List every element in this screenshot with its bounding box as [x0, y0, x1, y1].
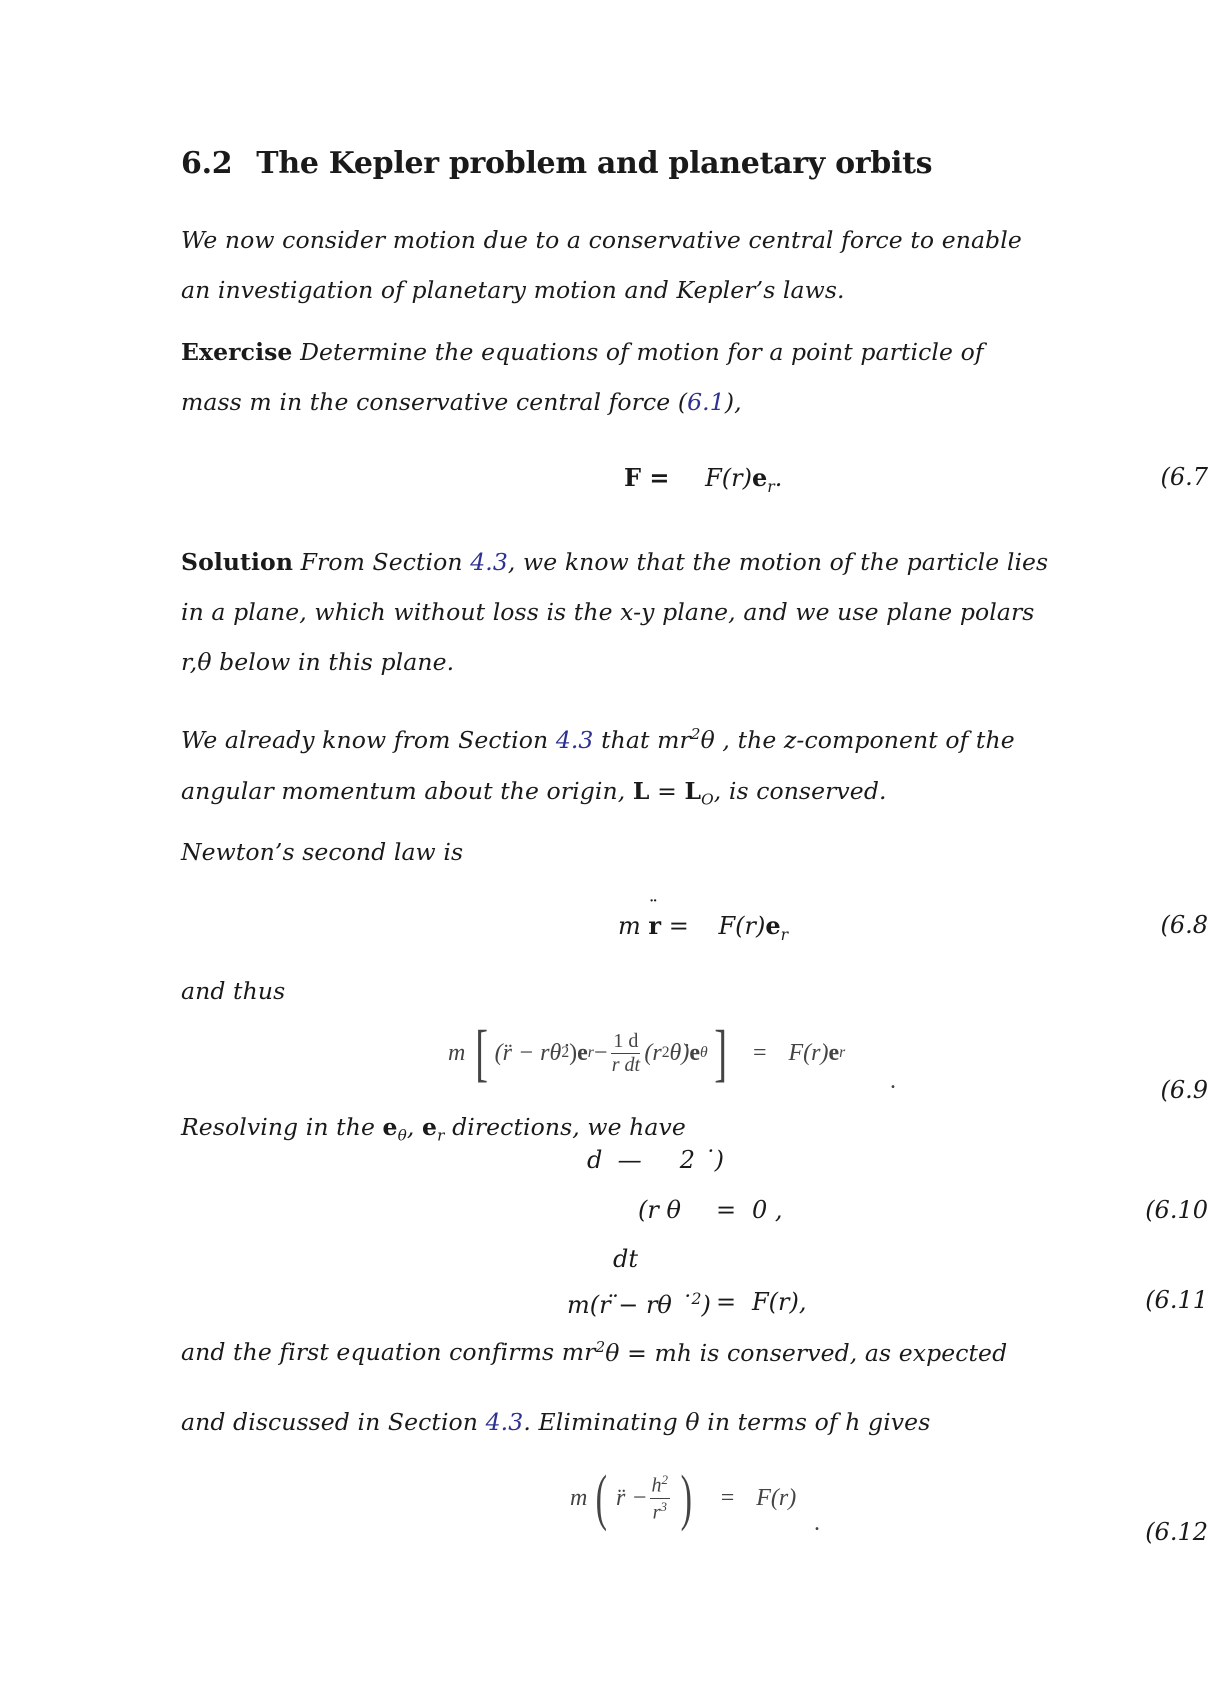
section-ref-4-3-link-1[interactable]: 4.3	[470, 548, 508, 576]
exercise-line-1	[181, 338, 984, 366]
eq-6-9-e-r: e	[577, 1039, 588, 1066]
solution-label: Solution	[181, 548, 294, 576]
eq-6-12-frac-den: $r^3$	[652, 1498, 667, 1524]
resolving-e-r: e	[422, 1113, 438, 1141]
equation-6-7	[624, 463, 782, 496]
resolving-e-theta-sub: θ	[397, 1126, 407, 1145]
exercise-line2-text: mass m in the conservative central force (	[181, 388, 688, 416]
angular-line-1	[181, 725, 1015, 754]
resolving-comma: ,	[406, 1113, 423, 1141]
eq-6-7-sub: r	[767, 477, 775, 496]
eq-6-9-frac-num: 1 d	[613, 1029, 639, 1052]
eq-6-11-lhs-text: m(r ̈− rθ ˙	[567, 1291, 692, 1319]
eq-6-9-term1: (r̈ − rθ̇	[494, 1039, 562, 1066]
resolving-pre: Resolving in the	[181, 1113, 383, 1141]
exercise-line-2	[181, 388, 742, 416]
eq-6-9-left-bracket: [	[475, 1017, 489, 1088]
section-number: 6.2	[181, 146, 233, 181]
solution-line1-tail: , we know that the motion of the particle lies	[507, 548, 1049, 576]
eq-6-12-left-paren: (	[595, 1464, 608, 1532]
exercise-label: Exercise	[181, 338, 293, 366]
section-heading	[181, 146, 932, 181]
equation-number-6-10: (6.10	[1145, 1196, 1208, 1224]
eq-6-12-dot: .	[814, 1510, 820, 1536]
eq-6-11-lhs	[567, 1290, 711, 1319]
angular-line2-tail: , is conserved.	[713, 777, 887, 805]
angular-line-2	[181, 777, 887, 809]
angular-L: L	[632, 777, 650, 805]
angular-line1-mid: that mr	[593, 725, 691, 754]
eq-6-8-m: m	[618, 912, 641, 940]
equation-number-6-12: (6.12	[1145, 1518, 1208, 1546]
eq-6-9-e-r-sub: r	[587, 1044, 594, 1061]
eq-6-9-rhs-sub: r	[839, 1044, 846, 1061]
eq-6-11-close: )	[701, 1291, 711, 1319]
confirm-line2-text: and discussed in Section	[181, 1408, 486, 1436]
eq-6-9-right-bracket: ]	[713, 1017, 727, 1088]
eq-6-9-rhs-vec: e	[828, 1039, 840, 1066]
eq-6-8-equals: =	[661, 912, 689, 940]
eq-6-7-period: .	[774, 464, 783, 492]
eq-6-9-term2: (r	[644, 1039, 662, 1066]
eq-6-12-fraction	[650, 1472, 671, 1524]
resolving-text	[181, 1113, 686, 1145]
solution-line-3: r,θ below in this plane.	[181, 648, 455, 676]
confirm-line1-rest	[595, 1338, 1021, 1367]
eq-6-9-equals: =	[752, 1039, 767, 1066]
and-thus-text: and thus	[181, 977, 286, 1005]
angular-sup: 2	[690, 725, 701, 743]
eq-6-9-m: m	[448, 1039, 466, 1066]
eq-6-10-top: d — 2 ˙)	[587, 1146, 725, 1174]
eq-ref-6-1-link[interactable]: 6.1	[687, 388, 725, 416]
equation-6-8	[618, 897, 789, 944]
eq-6-9-minus: −	[593, 1039, 608, 1066]
confirm-line-1	[181, 1338, 1021, 1367]
eq-6-8-r-ddot: ¨ r	[648, 897, 662, 940]
eq-6-9-rhs: F(r)	[788, 1039, 829, 1066]
eq-6-9-e-theta-sub: θ	[699, 1044, 708, 1061]
eq-6-7-vector-e: e	[752, 463, 768, 492]
eq-6-9-term1-close: )	[569, 1039, 578, 1066]
confirm-line1-tail: θ = mh is conserved, as expected	[605, 1338, 1008, 1367]
confirm-line1-text: and the first equation confirms mr	[181, 1338, 596, 1366]
eq-6-12-equals: =	[720, 1484, 735, 1511]
exercise-text: Determine the equations of motion for a point particle of	[300, 338, 984, 366]
eq-6-12-r-ddot: r̈ −	[616, 1484, 648, 1511]
newton-text: Newton’s second law is	[181, 838, 464, 866]
eq-6-10-mid: (r θ	[638, 1196, 681, 1224]
eq-6-12-m: m	[570, 1484, 588, 1511]
eq-6-8-sub: r	[780, 925, 789, 944]
solution-line-2: in a plane, which without loss is the x-y plane, and we use plane polars	[181, 598, 1035, 626]
equation-number-6-9: (6.9	[1160, 1076, 1208, 1104]
eq-6-12-rhs: F(r)	[756, 1484, 797, 1511]
intro-line-1: We now consider motion due to a conservative central force to enable	[181, 226, 1022, 254]
angular-sub: O	[701, 790, 714, 809]
confirm-line-2	[181, 1408, 930, 1436]
resolving-e-theta: e	[382, 1113, 398, 1141]
equation-number-6-7: (6.7	[1160, 463, 1208, 491]
confirm-line2-tail: . Eliminating θ in terms of h gives	[523, 1408, 931, 1436]
resolving-post: directions, we have	[444, 1113, 686, 1141]
angular-line2-text: angular momentum about the origin,	[181, 777, 633, 805]
equation-6-12	[570, 1462, 796, 1534]
eq-6-9-term2-close: θ̇)	[669, 1039, 690, 1066]
eq-6-9-dot: .	[890, 1068, 896, 1094]
eq-6-7-rhs: F(r)	[705, 464, 753, 492]
confirm-sup: 2	[595, 1338, 606, 1356]
eq-6-10-rhs: 0 ,	[752, 1196, 783, 1224]
eq-6-8-vector-e: e	[765, 911, 781, 940]
intro-line-2: an investigation of planetary motion and Kepler’s laws.	[181, 276, 845, 304]
eq-6-9-e-theta: e	[689, 1039, 700, 1066]
section-title: The Kepler problem and planetary orbits	[256, 146, 933, 181]
eq-6-12-right-paren: )	[680, 1464, 693, 1532]
eq-6-10-equals: =	[716, 1196, 737, 1224]
eq-6-11-equals: =	[716, 1288, 737, 1316]
solution-line1-text: From Section	[300, 548, 471, 576]
eq-6-12-frac-num: $h^2$	[651, 1471, 669, 1497]
eq-6-9-frac-den: r dt	[611, 1053, 641, 1076]
resolving-e-r-sub: r	[437, 1126, 445, 1145]
angular-Lo: L	[684, 777, 702, 805]
angular-line1-text: We already know from Section	[181, 725, 556, 754]
solution-line-1	[181, 548, 1048, 576]
eq-6-9-term2-sup: 2	[661, 1044, 670, 1061]
equation-6-9	[448, 1018, 845, 1088]
angular-line1-tail: θ , the z-component of the	[700, 725, 1015, 754]
angular-eq: =	[649, 777, 685, 805]
eq-6-11-sup: 2	[691, 1290, 702, 1308]
section-ref-4-3-link-2[interactable]: 4.3	[555, 725, 594, 754]
eq-6-10-bottom: dt	[613, 1245, 639, 1273]
section-ref-4-3-link-3[interactable]: 4.3	[485, 1408, 524, 1436]
equation-number-6-11: (6.11	[1145, 1286, 1208, 1314]
eq-6-7-lhs: F =	[624, 463, 670, 492]
exercise-line2-tail: ),	[724, 388, 742, 416]
eq-6-9-fraction	[611, 1030, 640, 1077]
equation-number-6-8: (6.8	[1160, 911, 1208, 939]
eq-6-9-term1-sup: 2	[561, 1044, 570, 1061]
eq-6-8-rhs: F(r)	[718, 912, 766, 940]
eq-6-11-rhs: F(r),	[752, 1288, 807, 1316]
